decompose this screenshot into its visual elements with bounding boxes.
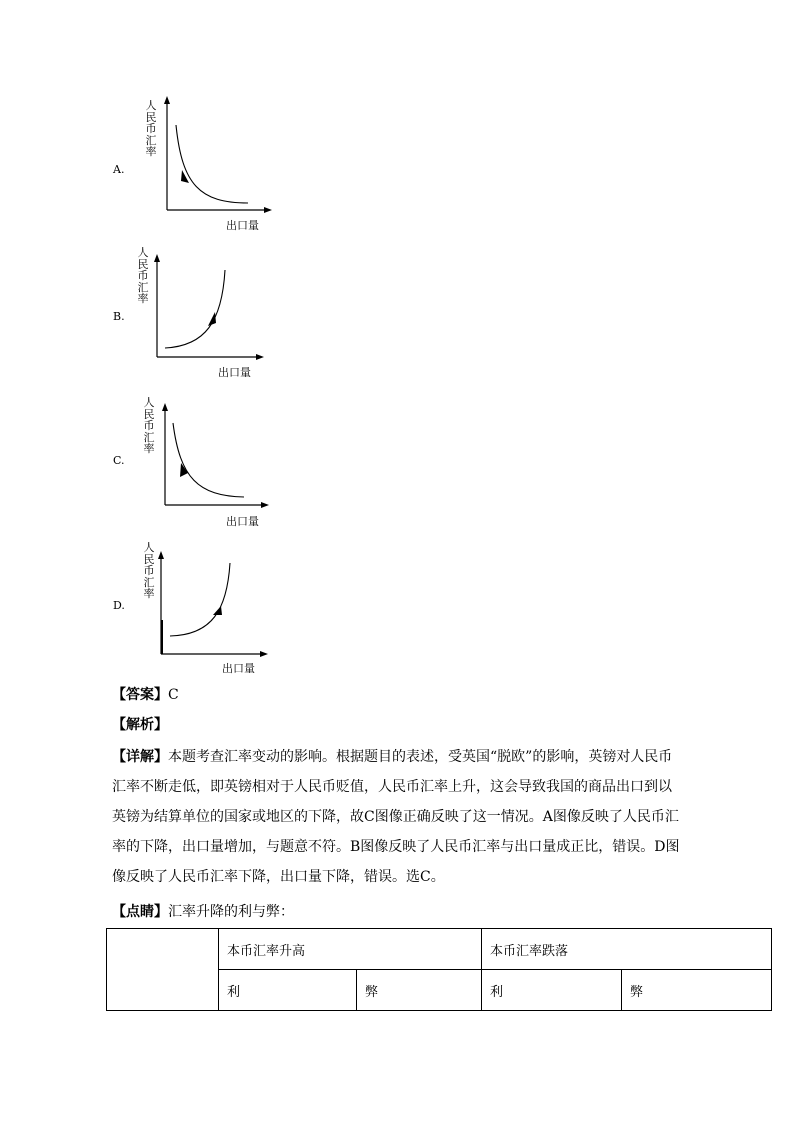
curve-direction-arrow xyxy=(208,312,216,326)
option-label: B. xyxy=(113,310,125,323)
graph-c xyxy=(0,390,794,530)
y-axis-arrow xyxy=(154,254,160,262)
table-header-rise: 本币汇率升高 xyxy=(219,929,482,970)
x-axis-arrow xyxy=(261,502,269,508)
x-axis-label: 出口量 xyxy=(218,366,251,379)
x-axis-arrow xyxy=(260,651,268,657)
table-cell-fall-con: 弊 xyxy=(622,970,772,1011)
detail-line-5: 像反映了人民币汇率下降，出口量下降，错误。选C。 xyxy=(112,869,445,885)
demand-curve xyxy=(173,423,244,497)
table-cell-fall-pro: 利 xyxy=(482,970,622,1011)
option-c xyxy=(0,390,794,530)
x-axis-label: 出口量 xyxy=(226,219,259,232)
y-axis-label: 人 民 币 汇 率 xyxy=(143,396,155,455)
tip-tag: 【点睛】 xyxy=(112,904,168,920)
table-cell-rise-con: 弊 xyxy=(357,970,482,1011)
graph-d xyxy=(0,538,794,678)
answer-value: C xyxy=(168,687,179,703)
table-cell-rise-pro: 利 xyxy=(219,970,357,1011)
option-label: D. xyxy=(113,599,125,612)
table-header-fall: 本币汇率跌落 xyxy=(482,929,772,970)
x-axis-arrow xyxy=(256,354,264,360)
y-axis-arrow xyxy=(158,551,164,559)
y-axis-arrow xyxy=(164,96,170,104)
demand-curve xyxy=(170,563,230,636)
curve-direction-arrow xyxy=(181,170,189,183)
y-axis-arrow xyxy=(162,403,168,411)
detail-tag: 【详解】 xyxy=(112,749,168,765)
detail-line-1: 【详解】本题考查汇率变动的影响。根据题目的表述，受英国“脱欧”的影响，英镑对人民币 xyxy=(112,749,673,765)
y-axis-label: 人 民 币 汇 率 xyxy=(143,541,155,600)
detail-line-3: 英镑为结算单位的国家或地区的下降，故C图像正确反映了这一情况。A图像反映了人民币汇 xyxy=(112,809,679,825)
detail-line-2: 汇率不断走低，即英镑相对于人民币贬值，人民币汇率上升，这会导致我国的商品出口到以 xyxy=(112,779,672,795)
graph-a xyxy=(0,95,794,235)
exchange-rate-table xyxy=(106,928,772,1011)
analysis-line xyxy=(112,710,772,740)
y-axis-label: 人 民 币 汇 率 xyxy=(145,99,157,158)
demand-curve xyxy=(176,125,248,203)
curve-direction-arrow xyxy=(213,606,222,615)
option-a xyxy=(0,95,794,235)
option-d xyxy=(0,538,794,678)
x-axis-label: 出口量 xyxy=(222,662,255,675)
answer-line xyxy=(112,680,772,710)
analysis-tag: 【解析】 xyxy=(112,717,168,733)
detail-paragraph xyxy=(112,742,772,892)
graph-b xyxy=(0,242,794,382)
y-axis-label: 人 民 币 汇 率 xyxy=(137,246,149,305)
tip-text: 汇率升降的利与弊： xyxy=(168,904,294,920)
table-corner-cell xyxy=(107,929,219,1011)
x-axis-label: 出口量 xyxy=(226,515,259,528)
tip-line xyxy=(112,897,772,927)
option-label: A. xyxy=(113,163,125,176)
answer-tag: 【答案】 xyxy=(112,687,168,703)
x-axis-arrow xyxy=(264,207,272,213)
demand-curve xyxy=(165,270,225,348)
detail-line-4: 率的下降，出口量增加，与题意不符。B图像反映了人民币汇率与出口量成正比，错误。D图 xyxy=(112,839,680,855)
option-label: C. xyxy=(113,454,125,467)
option-b xyxy=(0,242,794,382)
